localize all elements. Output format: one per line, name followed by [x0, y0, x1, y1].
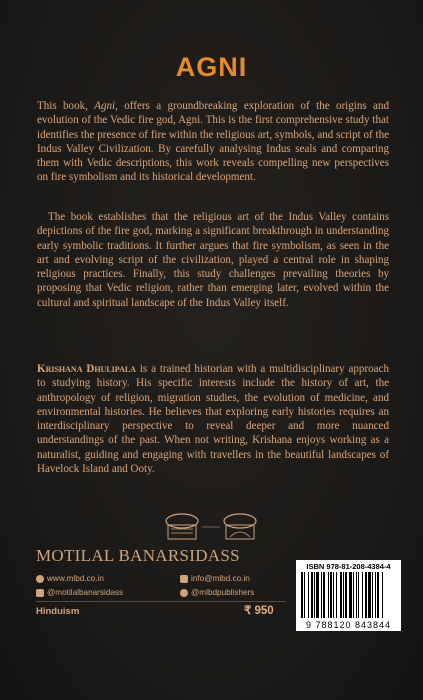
publisher-name: MOTILAL BANARSIDASS — [36, 546, 240, 565]
barcode — [300, 572, 397, 618]
email-text: info@mlbd.co.in — [191, 574, 250, 583]
barcode-bar — [356, 572, 357, 618]
divider — [36, 601, 286, 602]
barcode-bar — [316, 572, 319, 618]
barcode-bar — [349, 572, 352, 618]
mail-icon — [180, 575, 188, 583]
isbn-label: ISBN 978-81-208-4384-4 — [306, 562, 391, 571]
isbn-digits: 9 788120 843844 — [305, 620, 392, 630]
barcode-bar — [321, 572, 322, 618]
book-title: AGNI — [175, 52, 248, 82]
twitter-handle — [180, 588, 254, 597]
book-name-italic: Agni — [94, 100, 116, 112]
barcode-bar — [365, 572, 367, 618]
barcode-bar — [328, 572, 329, 618]
barcode-bar — [358, 572, 359, 618]
barcode-bar — [368, 572, 371, 618]
website-text: www.mlbd.co.in — [47, 574, 104, 583]
instagram-icon — [36, 589, 44, 597]
barcode-bar — [333, 572, 334, 618]
website — [36, 574, 104, 583]
price-label: ₹ 950 — [244, 605, 274, 617]
email — [180, 574, 250, 583]
instagram-handle — [36, 588, 123, 597]
blurb-text: This book, — [37, 100, 95, 112]
author-bio-text: is a trained historian with a multidisciplinary approach to studying history. His specific interests include the history of art, the anthropology of religion, migration studies, the evolution of medicine, and environmental histories. He believes that exploring early histories requires an interdisciplinary perspective to reveal deeper and more nuanced understandings of the past. When not writing, Krishana enjoys working as a naturalist, guiding and engaging with travellers in the beautiful landscapes of Havelock Island and Ooty. — [37, 363, 389, 475]
publisher-emblem — [162, 511, 260, 543]
barcode-bar — [377, 572, 379, 618]
barcode-bar — [340, 572, 342, 618]
blurb-text: , offers a groundbreaking exploration of the origins and evolution of the Vedic fire god, Agni. This is the first comprehensive study that identifies the presence of fire within the religious art, symbols, and script of the Indus Valley Civilization. By carefully analysing Indus seals and comparing them with Vedic descriptions, this work reveals compelling new perspectives on fire symbolism and its historical development. — [37, 100, 389, 184]
barcode-bar — [345, 572, 347, 618]
barcode-bar — [314, 572, 315, 618]
barcode-bar — [323, 572, 325, 618]
author-name: Krishana Dhulipala — [37, 363, 136, 375]
barcode-bar — [311, 572, 313, 618]
barcode-bar — [343, 572, 344, 618]
barcode-bar — [330, 572, 332, 618]
category-label: Hinduism — [36, 606, 80, 617]
instagram-text: @motilalbanarsidass — [47, 588, 124, 597]
barcode-bar — [336, 572, 337, 618]
globe-icon — [36, 575, 44, 583]
twitter-text: @mlbdpublishers — [191, 588, 255, 597]
barcode-bar — [308, 572, 309, 618]
blurb-paragraph-1 — [37, 99, 389, 185]
barcode-bar — [301, 572, 303, 618]
barcode-bar — [353, 572, 354, 618]
author-bio — [37, 362, 389, 476]
barcode-bar — [304, 572, 305, 618]
barcode-bar — [372, 572, 373, 618]
twitter-icon — [180, 589, 188, 597]
blurb-text: The book establishes that the religious art of the Indus Valley contains depictions of the fire god, marking a significant breakthrough in understanding early symbolic traditions. It further argues that fire symbolism, as seen in the art and evolving script of the civilization, played a central role in shaping religious practices. Finally, this study challenges prevailing theories by proposing that Vedic religion, rather than emerging later, evolved within the cultural and spiritual landscape of the Indus Valley itself. — [37, 211, 389, 309]
barcode-bar — [382, 572, 383, 618]
barcode-bar — [375, 572, 376, 618]
blurb-paragraph-2 — [37, 210, 389, 310]
isbn-barcode-block — [296, 560, 401, 631]
barcode-bar — [362, 572, 363, 618]
